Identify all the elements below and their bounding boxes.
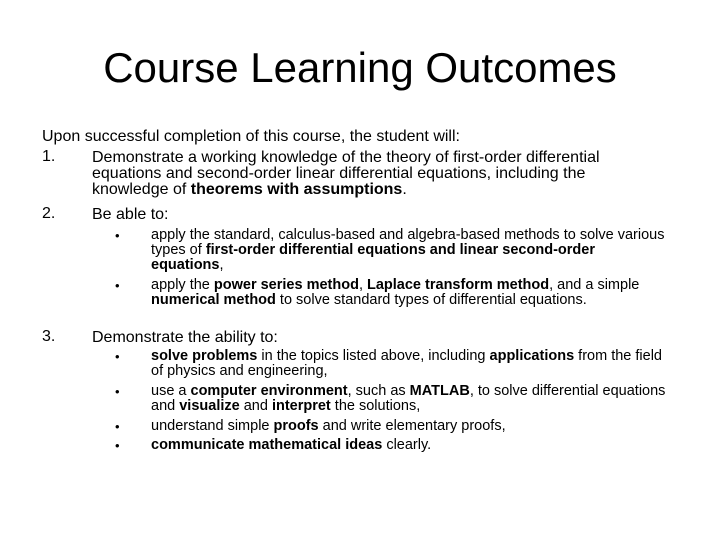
item-3-bullet-3-text: understand simple proofs and write elementary proofs, [151,418,506,434]
item-1-line-3-text: knowledge of [92,181,191,198]
item-3-bullet-1-text: solve problems in the topics listed above, including applications from the field of physics and engineering, [151,348,662,379]
item-1-text [92,150,682,198]
item-3-bullet-2-mark: • [115,384,120,399]
item-1-line-3 [92,182,682,198]
item-2-text: Be able to: [92,206,169,223]
item-3-bullet-4-text: communicate mathematical ideas clearly. [151,437,432,453]
item-3-bullet-4-mark: • [115,438,120,453]
item-2-bullet-2-mark: • [115,278,120,293]
item-2-number: 2. [42,205,56,222]
item-3-text: Demonstrate the ability to: [92,329,278,346]
item-2-bullet-1-text: apply the standard, calculus-based and algebra-based methods to solve various types of first-order differential equations and linear second-order equations, [151,227,665,273]
item-1-line-1: Demonstrate a working knowledge of the theory of first-order differential [92,149,600,166]
item-1-line-3-end: . [402,181,407,198]
item-1-number: 1. [42,148,56,165]
item-3-bullet-1-mark: • [115,349,120,364]
intro-text: Upon successful completion of this course, the student will: [42,128,460,145]
item-3-number: 3. [42,328,56,345]
item-2-bullet-1-mark: • [115,228,120,243]
item-1-line-2: equations and second-order linear differential equations, including the [92,165,586,182]
item-2-bullet-2-text: apply the power series method, Laplace transform method, and a simple numerical method to solve standard types of differential equations. [151,277,640,308]
item-3-bullet-3-mark: • [115,419,120,434]
slide-title: Course Learning Outcomes [103,44,617,91]
item-3-bullet-2-text: use a computer environment, such as MATLAB, to solve differential equations and visualize and interpret the solutions, [151,383,666,414]
item-1-line-3-bold: theorems with assumptions [190,181,403,198]
